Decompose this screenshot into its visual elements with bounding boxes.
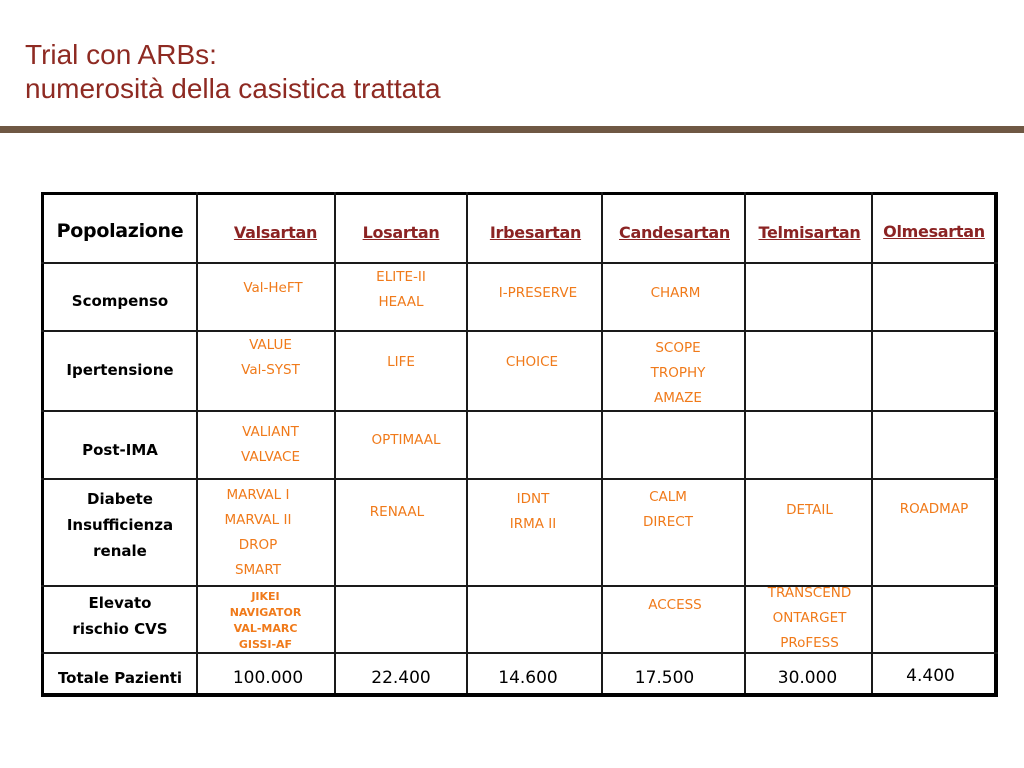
population-header-label: Popolazione (56, 220, 184, 242)
trial-name: GISSI-AF (238, 638, 293, 651)
cell-ipertensione-irbesartan (468, 350, 596, 375)
trial-name: NAVIGATOR (229, 606, 302, 619)
cell-diabete-irbesartan (468, 487, 598, 537)
row-label-text: Elevato (88, 594, 152, 612)
trial-name: CHOICE (505, 354, 559, 370)
cell-elevato-candesartan (603, 593, 747, 618)
row-label-text: Scompenso (71, 292, 169, 310)
row-label-text: rischio CVS (72, 620, 168, 638)
trial-name: Val-HeFT (243, 280, 303, 296)
trial-name: PRoFESS (780, 635, 839, 651)
trial-name: IRMA II (509, 516, 557, 532)
row-label-diabete-insufficienza-renale (44, 486, 196, 564)
header-drug-losartan (336, 223, 466, 242)
cell-elevato-telmisartan (746, 581, 873, 656)
cell-elevato-valsartan (198, 589, 333, 653)
drug-header-label: Olmesartan (883, 222, 985, 241)
trial-name: SCOPE (655, 340, 701, 356)
total-value: 14.600 (498, 668, 558, 688)
header-popolazione (44, 220, 196, 242)
title-line-2: numerosità della casistica trattata (25, 73, 441, 104)
row-label-totale-pazienti (44, 665, 196, 691)
trial-name: CHARM (650, 285, 701, 301)
cell-diabete-candesartan (603, 485, 733, 535)
table-border-right (994, 192, 998, 697)
row-label-post-ima (44, 437, 196, 463)
cell-scompenso-losartan (336, 265, 466, 315)
total-value: 17.500 (634, 668, 695, 688)
cell-diabete-valsartan (198, 483, 318, 583)
total-candesartan (603, 668, 726, 688)
trial-name: TROPHY (650, 365, 706, 381)
drug-header-label: Telmisartan (758, 223, 861, 242)
row-divider (41, 262, 998, 264)
row-label-scompenso (44, 288, 196, 314)
trial-name: MARVAL II (224, 512, 292, 528)
trial-name: ROADMAP (899, 501, 969, 517)
trial-name: I-PRESERVE (498, 285, 578, 301)
row-label-text: renale (93, 542, 147, 560)
totals-label: Totale Pazienti (57, 669, 183, 687)
total-irbesartan (468, 668, 588, 688)
total-value: 30.000 (777, 668, 838, 688)
total-value: 100.000 (232, 668, 304, 688)
drug-header-label: Valsartan (233, 223, 318, 242)
row-divider (41, 330, 998, 332)
trial-name: RENAAL (369, 504, 425, 520)
cell-post-ima-valsartan (198, 420, 343, 470)
trial-name: SMART (234, 562, 282, 578)
row-label-elevato-rischio-cvs (44, 590, 196, 642)
cell-ipertensione-candesartan (603, 336, 753, 411)
title-line-1: Trial con ARBs: (25, 39, 217, 70)
total-valsartan (198, 668, 338, 688)
trial-name: AMAZE (654, 390, 702, 406)
trial-name: Val-SYST (241, 362, 300, 378)
cell-scompenso-valsartan (198, 276, 348, 301)
row-label-text: Post-IMA (82, 441, 158, 459)
total-value: 22.400 (371, 668, 431, 688)
cell-ipertensione-valsartan (198, 333, 343, 383)
table-border-top (41, 192, 998, 195)
header-drug-candesartan (603, 223, 746, 242)
cell-scompenso-candesartan (603, 281, 748, 306)
table-border-bottom (41, 693, 998, 697)
trial-name: MARVAL I (226, 487, 290, 503)
row-label-ipertensione (44, 357, 196, 383)
trial-name: DIRECT (643, 514, 693, 530)
cell-scompenso-irbesartan (468, 281, 608, 306)
trial-name: DROP (238, 537, 278, 553)
total-olmesartan (873, 666, 988, 686)
title-divider (0, 126, 1024, 133)
trial-name: IDNT (516, 491, 550, 507)
trial-name: HEAAL (378, 294, 424, 310)
cell-diabete-losartan (336, 500, 458, 525)
total-value: 4.400 (906, 666, 955, 686)
trial-name: VALIANT (242, 424, 299, 440)
header-drug-valsartan (198, 223, 353, 242)
trial-name: OPTIMAAL (371, 432, 441, 448)
cell-ipertensione-losartan (336, 350, 466, 375)
trial-name: CALM (649, 489, 687, 505)
trial-name: LIFE (387, 354, 415, 370)
trial-name: DETAIL (786, 502, 833, 518)
header-drug-telmisartan (746, 223, 873, 242)
total-losartan (336, 668, 466, 688)
row-divider (41, 410, 998, 412)
row-divider (41, 478, 998, 480)
header-drug-irbesartan (468, 223, 603, 242)
slide-title (25, 38, 441, 106)
drug-header-label: Losartan (362, 223, 440, 242)
trial-name: VAL-MARC (233, 622, 298, 635)
trial-name: VALUE (249, 337, 292, 353)
row-label-text: Diabete (87, 490, 153, 508)
total-telmisartan (746, 668, 869, 688)
drug-header-label: Candesartan (619, 223, 730, 242)
cell-diabete-telmisartan (746, 498, 873, 523)
row-label-text: Ipertensione (66, 361, 174, 379)
trial-name: VALVACE (241, 449, 300, 465)
cell-post-ima-losartan (336, 428, 476, 453)
header-drug-olmesartan (873, 222, 995, 241)
cell-diabete-olmesartan (873, 497, 995, 522)
row-label-text: Insufficienza (66, 516, 174, 534)
trial-name: TRANSCEND (767, 585, 852, 601)
trial-name: ACCESS (648, 597, 702, 613)
trial-name: ONTARGET (772, 610, 847, 626)
drug-header-label: Irbesartan (489, 223, 582, 242)
arb-trials-table (41, 192, 998, 697)
trial-name: JIKEI (251, 590, 280, 603)
trial-name: ELITE-II (376, 269, 426, 285)
